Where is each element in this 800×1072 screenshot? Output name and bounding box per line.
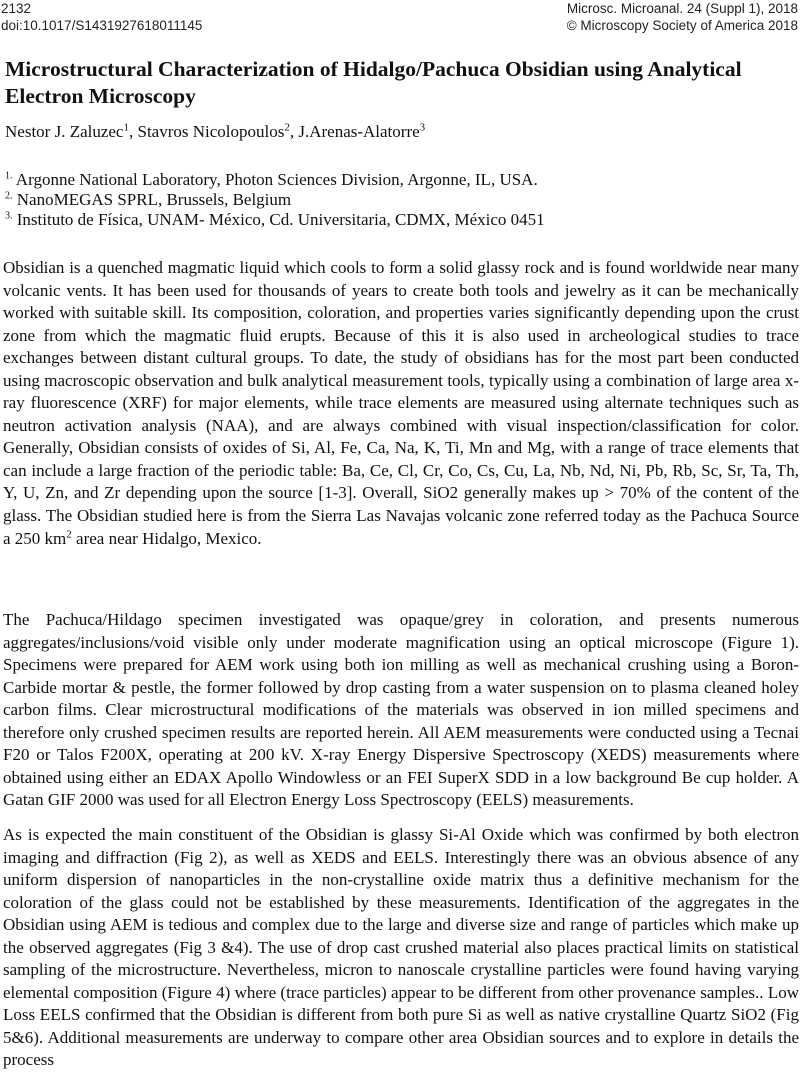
author-name: Stavros Nicolopoulos [137,122,285,141]
affiliation: $^{2.}$ NanoMEGAS SPRL, Brussels, Belgium [5,190,292,209]
page-header [0,0,800,34]
copyright: © Microscopy Society of America 2018 [566,18,798,33]
doi: doi:10.1017/S1431927618011145 [1,18,203,33]
body-paragraph-intro: Obsidian is a quenched magmatic liquid which cools to form a solid glassy rock and is found worldwide near many volcanic vents. It has been used for thousands of years to create both tools and jewelry as it can be mechanically worked with suitable skill. Its composition, coloration, and properties varies significantly depending upon the crust zone from which the magmatic fluid erupts. Because of this it is also used in archeological studies to trace exchanges between distant cultural groups. To date, the study of obsidians has for the most part been conducted using macroscopic observation and bulk analytical measurement tools, typically using a combination of large area x-ray fluorescence (XRF) for major elements, while trace elements are measured using alternate techniques such as neutron activation analysis (NAA), and are always combined with visual inspection/classification for color. Generally, Obsidian consists of oxides of Si, Al, Fe, Ca, Na, K, Ti, Mn and Mg, with a range of trace elements that can include a large fraction of the periodic table: Ba, Ce, Cl, Cr, Co, Cs, Cu, La, Nb, Nd, Ni, Pb, Rb, Sc, Sr, Ta, Th, Y, U, Zn, and Zr depending upon the source [1-3]. Overall, SiO2 generally makes up > 70% of the content of the glass. The Obsidian studied here is from the Sierra Las Navajas volcanic zone referred today as the Pachuca Source a 250 $km^2$ area near Hidalgo, Mexico. [3,258,799,548]
author-name: Nestor J. Zaluzec [5,122,124,141]
superscript-2: 2 [66,527,72,540]
body-paragraph-methods: The Pachuca/Hildago specimen investigated was opaque/grey in coloration, and presents numerous aggregates/inclusions/void visible only under moderate magnification using an optical microscope (Figure 1). Specimens were prepared for AEM work using both ion milling as well as mechanical crushing using a Boron-Carbide mortar & pestle, the former followed by drop casting from a water suspension on to plasma cleaned holey carbon films. Clear microstructural modifications of the materials was observed in ion milled specimens and therefore only crushed specimen results are reported herein. All AEM measurements were conducted using a Tecnai F20 or Talos F200X, operating at 200 kV. X-ray Energy Dispersive Spectroscopy (XEDS) measurements where obtained using either an EDAX Apollo Windowless or an FEI SuperX SDD in a low background Be cup holder. A Gatan GIF 2000 was used for all Electron Energy Loss Spectroscopy (EELS) measurements. [3,610,799,810]
affiliation: $^{3.}$ Instituto de Física, UNAM- México, Cd. Universitaria, CDMX, México 0451 [5,210,545,229]
author-affiliation-mark: 1 [123,121,129,134]
affiliation: $^{1.}$ Argonne National Laboratory, Photon Sciences Division, Argonne, IL, USA. [5,170,538,189]
page-number: 2132 [1,1,32,16]
author-affiliation-mark: 2 [284,121,290,134]
author-affiliation-mark: 3 [419,121,426,134]
body-paragraph-results: As is expected the main constituent of the Obsidian is glassy Si-Al Oxide which was confirmed by both electron imaging and diffraction (Fig 2), as well as XEDS and EELS. Interestingly there was an obvious absence of any uniform dispersion of nanoparticles in the non-crystalline oxide matrix thus a definitive mechanism for the coloration of the glass could not be established by these measurements. Identification of the aggregates in the Obsidian using AEM is tedious and complex due to the large and diverse size and range of particles which make up the observed aggregates (Fig 3 &4). The use of drop cast crushed material also places practical limits on statistical sampling of the microstructure. Nevertheless, micron to nanoscale crystalline particles were found having varying elemental composition (Figure 4) where (trace particles) appear to be different from other provenance samples.. Low Loss EELS confirmed that the Obsidian is different from both pure Si as well as native crystalline Quartz SiO2 (Fig 5&6). Additional measurements are underway to compare other area Obsidian sources and to explore in details the process [3,825,799,1070]
affiliation-list [5,170,545,230]
author-name: J.Arenas-Alatorre [298,122,420,141]
author-list: Nestor J. Zaluzec$^1$, Stavros Nicolopoulos$^2$, J.Arenas-Alatorre$^3$ [5,121,426,141]
journal-citation: Microsc. Microanal. 24 (Suppl 1), 2018 [566,1,798,16]
paper-title: Microstructural Characterization of Hidalgo/Pachuca Obsidian using Analytical Electron Microscopy [5,57,742,108]
